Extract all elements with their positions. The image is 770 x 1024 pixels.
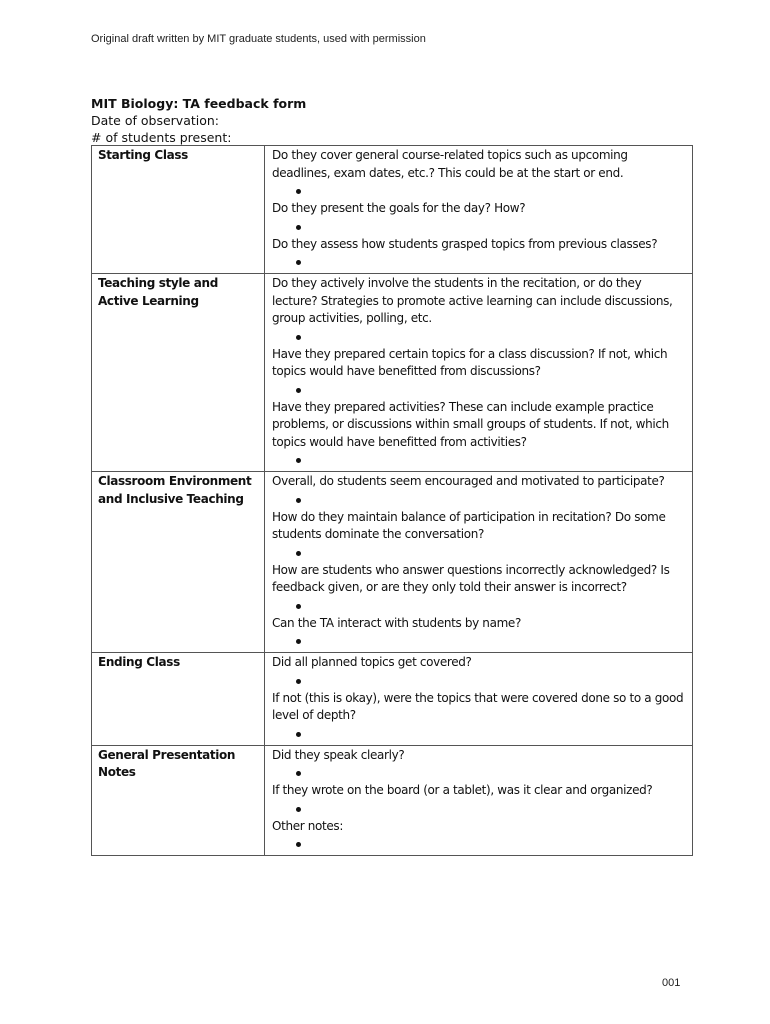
question-text: Do they actively involve the students in the recitation, or do they lecture? Strategies to promote active learning can include discussions, group activities, polling, etc. (272, 276, 673, 325)
answer-bullet[interactable] (272, 253, 686, 271)
section-row-ending-class (92, 653, 693, 746)
category-cell: Starting Class (92, 146, 265, 274)
questions-cell (265, 146, 693, 274)
answer-bullet[interactable] (272, 491, 686, 509)
question-text: If not (this is okay), were the topics that were covered done so to a good level of depth? (272, 690, 684, 722)
question-text: Can the TA interact with students by name? (272, 615, 521, 630)
question-text: How are students who answer questions incorrectly acknowledged? Is feedback given, or are they only told their answer is incorrect? (272, 562, 670, 594)
question-text: Do they present the goals for the day? How? (272, 201, 526, 215)
answer-bullet[interactable] (272, 764, 686, 782)
category-cell: Ending Class (92, 653, 265, 746)
category-cell: Teaching style and Active Learning (92, 274, 265, 472)
section-row-starting-class (92, 146, 693, 274)
page-number: 001 (662, 977, 681, 989)
students-present-label: # of students present: (91, 130, 232, 145)
question-text: Did all planned topics get covered? (272, 655, 472, 669)
question-text: Overall, do students seem encouraged and motivated to participate? (272, 474, 665, 488)
category-cell: General Presentation Notes (92, 745, 265, 856)
date-of-observation-label: Date of observation: (91, 113, 220, 128)
questions-cell (265, 274, 693, 472)
question-text: How do they maintain balance of participation in recitation? Do some students dominate the conversation? (272, 509, 666, 541)
question-text: If they wrote on the board (or a tablet), was it clear and organized? (272, 783, 653, 797)
answer-bullet[interactable] (272, 381, 686, 399)
questions-cell (265, 472, 693, 653)
answer-bullet[interactable] (272, 597, 686, 615)
answer-bullet[interactable] (272, 218, 686, 236)
answer-bullet[interactable] (272, 451, 686, 469)
section-row-general-presentation (92, 745, 693, 856)
answer-bullet[interactable] (272, 632, 686, 650)
question-text: Other notes: (272, 818, 344, 833)
questions-cell (265, 653, 693, 746)
category-cell: Classroom Environment and Inclusive Teaching (92, 472, 265, 653)
question-text: Do they assess how students grasped topics from previous classes? (272, 236, 658, 251)
answer-bullet[interactable] (272, 800, 686, 818)
section-row-classroom-environment (92, 472, 693, 653)
answer-bullet[interactable] (272, 544, 686, 562)
feedback-table (91, 145, 693, 856)
answer-bullet[interactable] (272, 725, 686, 743)
question-text: Do they cover general course-related topics such as upcoming deadlines, exam dates, etc.? This could be at the start or end. (272, 148, 628, 180)
answer-bullet[interactable] (272, 672, 686, 690)
question-text: Did they speak clearly? (272, 747, 405, 762)
answer-bullet[interactable] (272, 835, 686, 853)
question-text: Have they prepared certain topics for a class discussion? If not, which topics would have benefitted from discussions? (272, 346, 668, 378)
header-note: Original draft written by MIT graduate students, used with permission (91, 33, 426, 45)
answer-bullet[interactable] (272, 328, 686, 346)
question-text: Have they prepared activities? These can include example practice problems, or discussions within small groups of students. If not, which topics would have benefitted from activities? (272, 399, 669, 449)
questions-cell (265, 745, 693, 856)
form-title: MIT Biology: TA feedback form (91, 96, 307, 111)
form-header (91, 95, 306, 146)
section-row-teaching-style (92, 274, 693, 472)
answer-bullet[interactable] (272, 182, 686, 200)
